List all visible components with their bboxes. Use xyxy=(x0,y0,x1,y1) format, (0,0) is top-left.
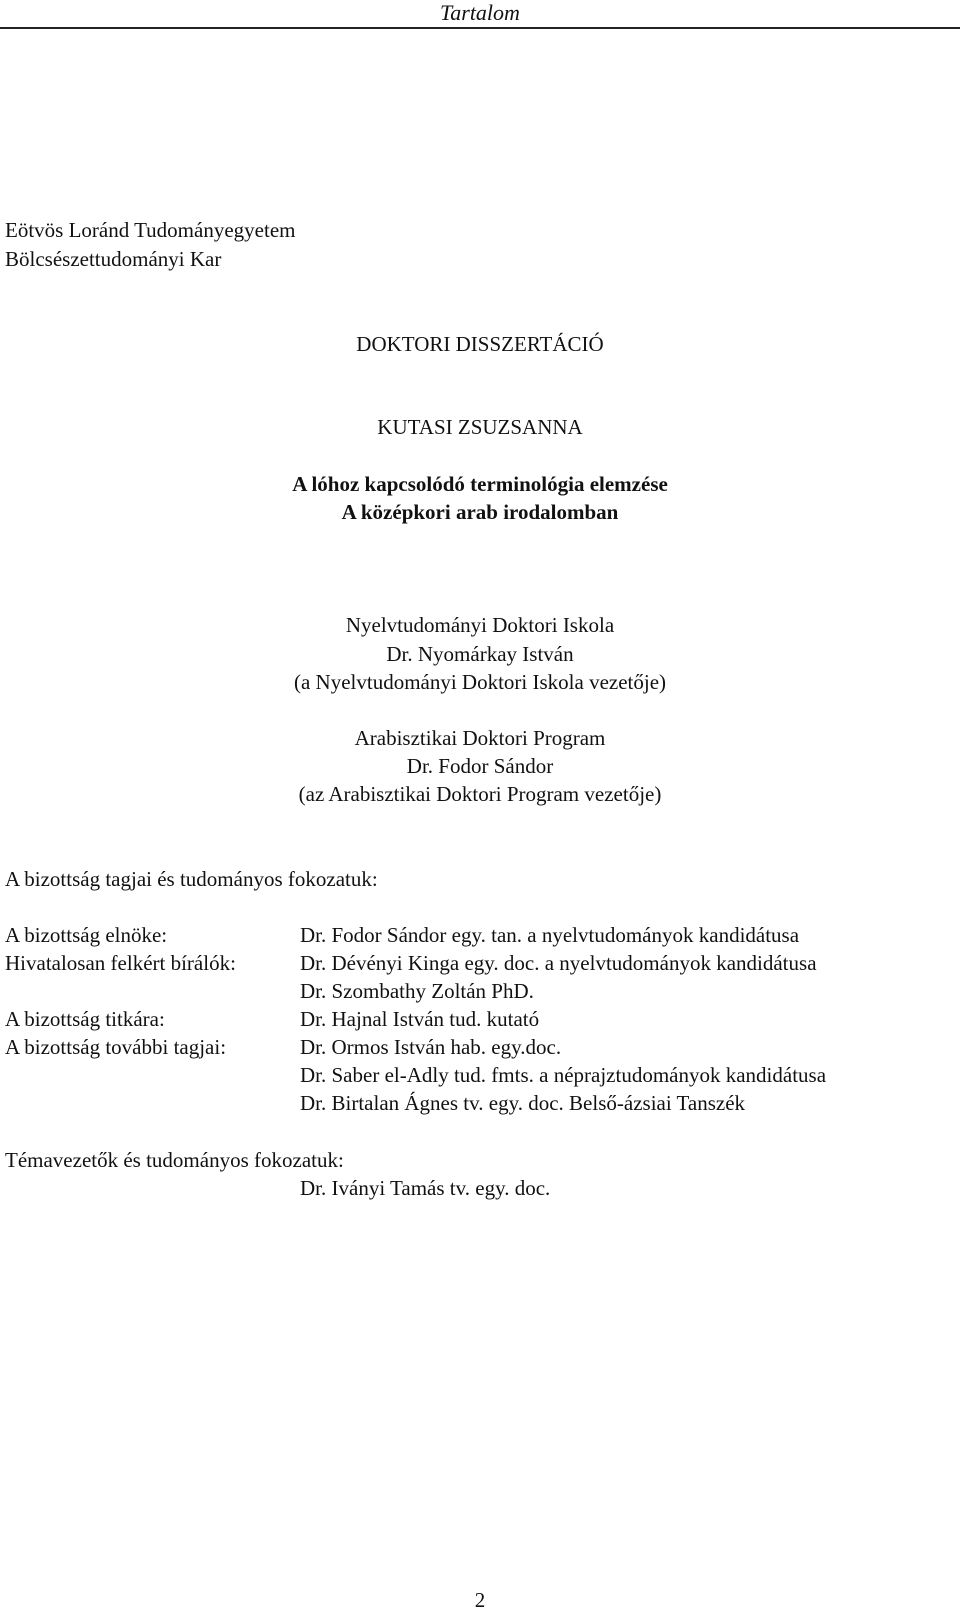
committee-heading: A bizottság tagjai és tudományos fokozatuk: xyxy=(5,867,378,891)
committee-member-item: Dr. Saber el-Adly tud. fmts. a néprajztudományok kandidátusa xyxy=(300,1063,827,1087)
committee-secretary: Dr. Hajnal István tud. kutató xyxy=(300,1007,540,1031)
running-header-title: Tartalom xyxy=(440,0,520,25)
document-type: DOKTORI DISSZERTÁCIÓ xyxy=(356,332,604,356)
committee-members-label: A bizottság további tagjai: xyxy=(5,1035,227,1059)
dissertation-title-line2: A középkori arab irodalomban xyxy=(341,500,619,524)
committee-chair: Dr. Fodor Sándor egy. tan. a nyelvtudományok kandidátusa xyxy=(300,923,800,947)
doctoral-program-name: Arabisztikai Doktori Program xyxy=(354,726,606,750)
doctoral-program-head-role: (az Arabisztikai Doktori Program vezetője) xyxy=(298,782,662,806)
reviewers-label: Hivatalosan felkért bírálók: xyxy=(5,951,236,975)
supervisor-item: Dr. Iványi Tamás tv. egy. doc. xyxy=(300,1176,551,1200)
doctoral-program-head: Dr. Fodor Sándor xyxy=(406,754,554,778)
page-number: 2 xyxy=(474,1588,486,1612)
doctoral-school-name: Nyelvtudományi Doktori Iskola xyxy=(345,613,615,637)
committee-secretary-label: A bizottság titkára: xyxy=(5,1007,165,1031)
reviewer-item: Dr. Szombathy Zoltán PhD. xyxy=(300,979,534,1003)
supervisors-heading: Témavezetők és tudományos fokozatuk: xyxy=(5,1148,344,1172)
reviewer-item: Dr. Dévényi Kinga egy. doc. a nyelvtudományok kandidátusa xyxy=(300,951,817,975)
dissertation-title-line1: A lóhoz kapcsolódó terminológia elemzése xyxy=(292,472,668,496)
author-name: KUTASI ZSUZSANNA xyxy=(377,415,583,439)
university-name: Eötvös Loránd Tudományegyetem xyxy=(5,218,296,242)
committee-member-item: Dr. Ormos István hab. egy.doc. xyxy=(300,1035,562,1059)
committee-member-item: Dr. Birtalan Ágnes tv. egy. doc. Belső-ázsiai Tanszék xyxy=(300,1091,746,1115)
header-rule xyxy=(0,27,960,29)
doctoral-school-head: Dr. Nyomárkay István xyxy=(386,642,574,666)
doctoral-school-head-role: (a Nyelvtudományi Doktori Iskola vezetője) xyxy=(293,670,667,694)
committee-chair-label: A bizottság elnöke: xyxy=(5,923,168,947)
faculty-name: Bölcsészettudományi Kar xyxy=(5,247,222,271)
